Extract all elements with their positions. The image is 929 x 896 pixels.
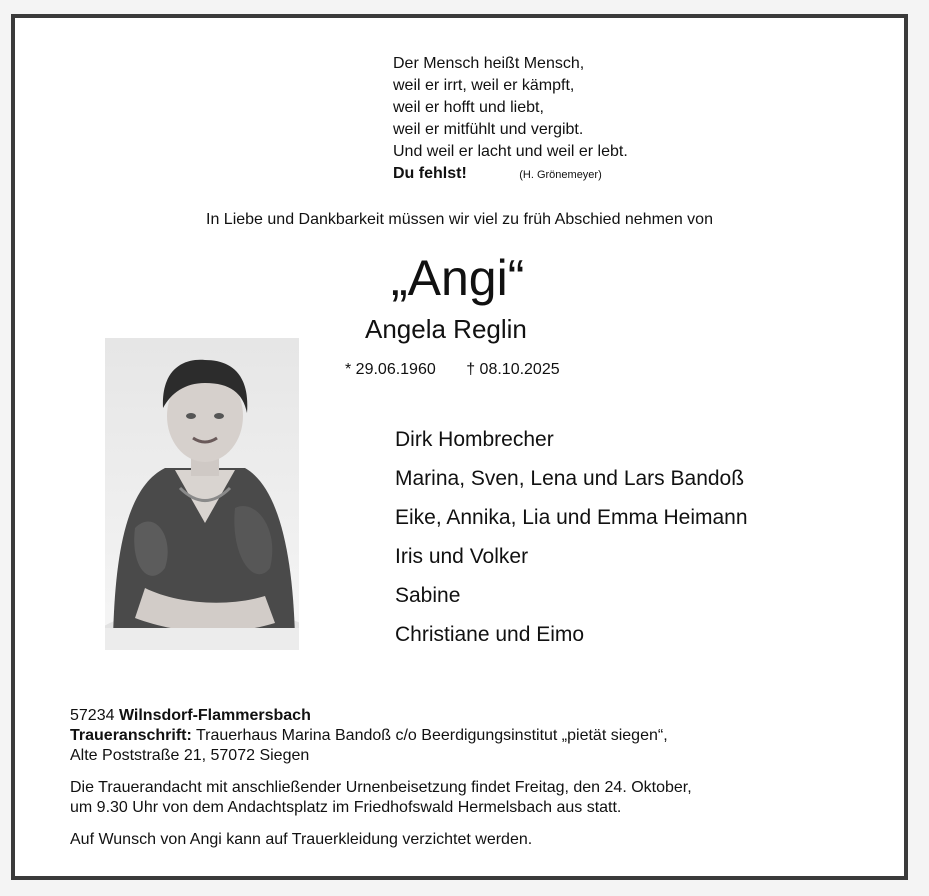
- postal-code: 57234: [70, 707, 115, 724]
- life-dates: [345, 361, 560, 379]
- mourner-entry: Sabine: [395, 584, 461, 607]
- portrait-illustration: [105, 338, 299, 650]
- obituary-notice: [11, 14, 908, 880]
- mourning-address: Trauerhaus Marina Bandoß c/o Beerdigungsinstitut „pietät siegen“,: [195, 727, 668, 744]
- poem-author: (H. Grönemeyer): [519, 169, 602, 181]
- mourning-address-label: Traueranschrift:: [70, 727, 192, 744]
- town-line: [70, 706, 870, 726]
- mourner-entry: Christiane und Eimo: [395, 623, 585, 646]
- poem: [393, 53, 628, 186]
- poem-line: weil er hofft und liebt,: [393, 99, 544, 116]
- death-date: † 08.10.2025: [466, 361, 560, 378]
- birth-date: * 29.06.1960: [345, 361, 436, 378]
- poem-line: Der Mensch heißt Mensch,: [393, 55, 585, 72]
- poem-closing-row: [393, 163, 628, 186]
- mourner-entry: Marina, Sven, Lena und Lars Bandoß: [395, 467, 745, 490]
- mourning-address-street: Alte Poststraße 21, 57072 Siegen: [70, 747, 310, 764]
- clothing-note: Auf Wunsch von Angi kann auf Trauerkleidung verzichtet werden.: [70, 831, 533, 848]
- mourner-entry: Eike, Annika, Lia und Emma Heimann: [395, 506, 748, 529]
- poem-closing: Du fehlst!: [393, 165, 467, 182]
- mourners-list: [395, 420, 748, 654]
- mourner-entry: Dirk Hombrecher: [395, 428, 554, 451]
- portrait-photo: [105, 338, 299, 650]
- mourner-entry: Iris und Volker: [395, 545, 529, 568]
- deceased-nickname: „Angi“: [391, 250, 525, 306]
- poem-line: weil er mitfühlt und vergibt.: [393, 121, 584, 138]
- poem-line: weil er irrt, weil er kämpft,: [393, 77, 575, 94]
- intro-text: In Liebe und Dankbarkeit müssen wir viel zu früh Abschied nehmen von: [206, 211, 713, 228]
- ceremony-line-1: Die Trauerandacht mit anschließender Urnenbeisetzung findet Freitag, den 24. Oktober,: [70, 779, 692, 796]
- footer-info: [70, 706, 870, 850]
- poem-line: Und weil er lacht und weil er lebt.: [393, 143, 628, 160]
- mourning-address-line: [70, 726, 870, 746]
- deceased-full-name: Angela Reglin: [365, 314, 527, 344]
- town-name: Wilnsdorf-Flammersbach: [118, 707, 311, 724]
- ceremony-line-2: um 9.30 Uhr von dem Andachtsplatz im Friedhofswald Hermelsbach aus statt.: [70, 799, 622, 816]
